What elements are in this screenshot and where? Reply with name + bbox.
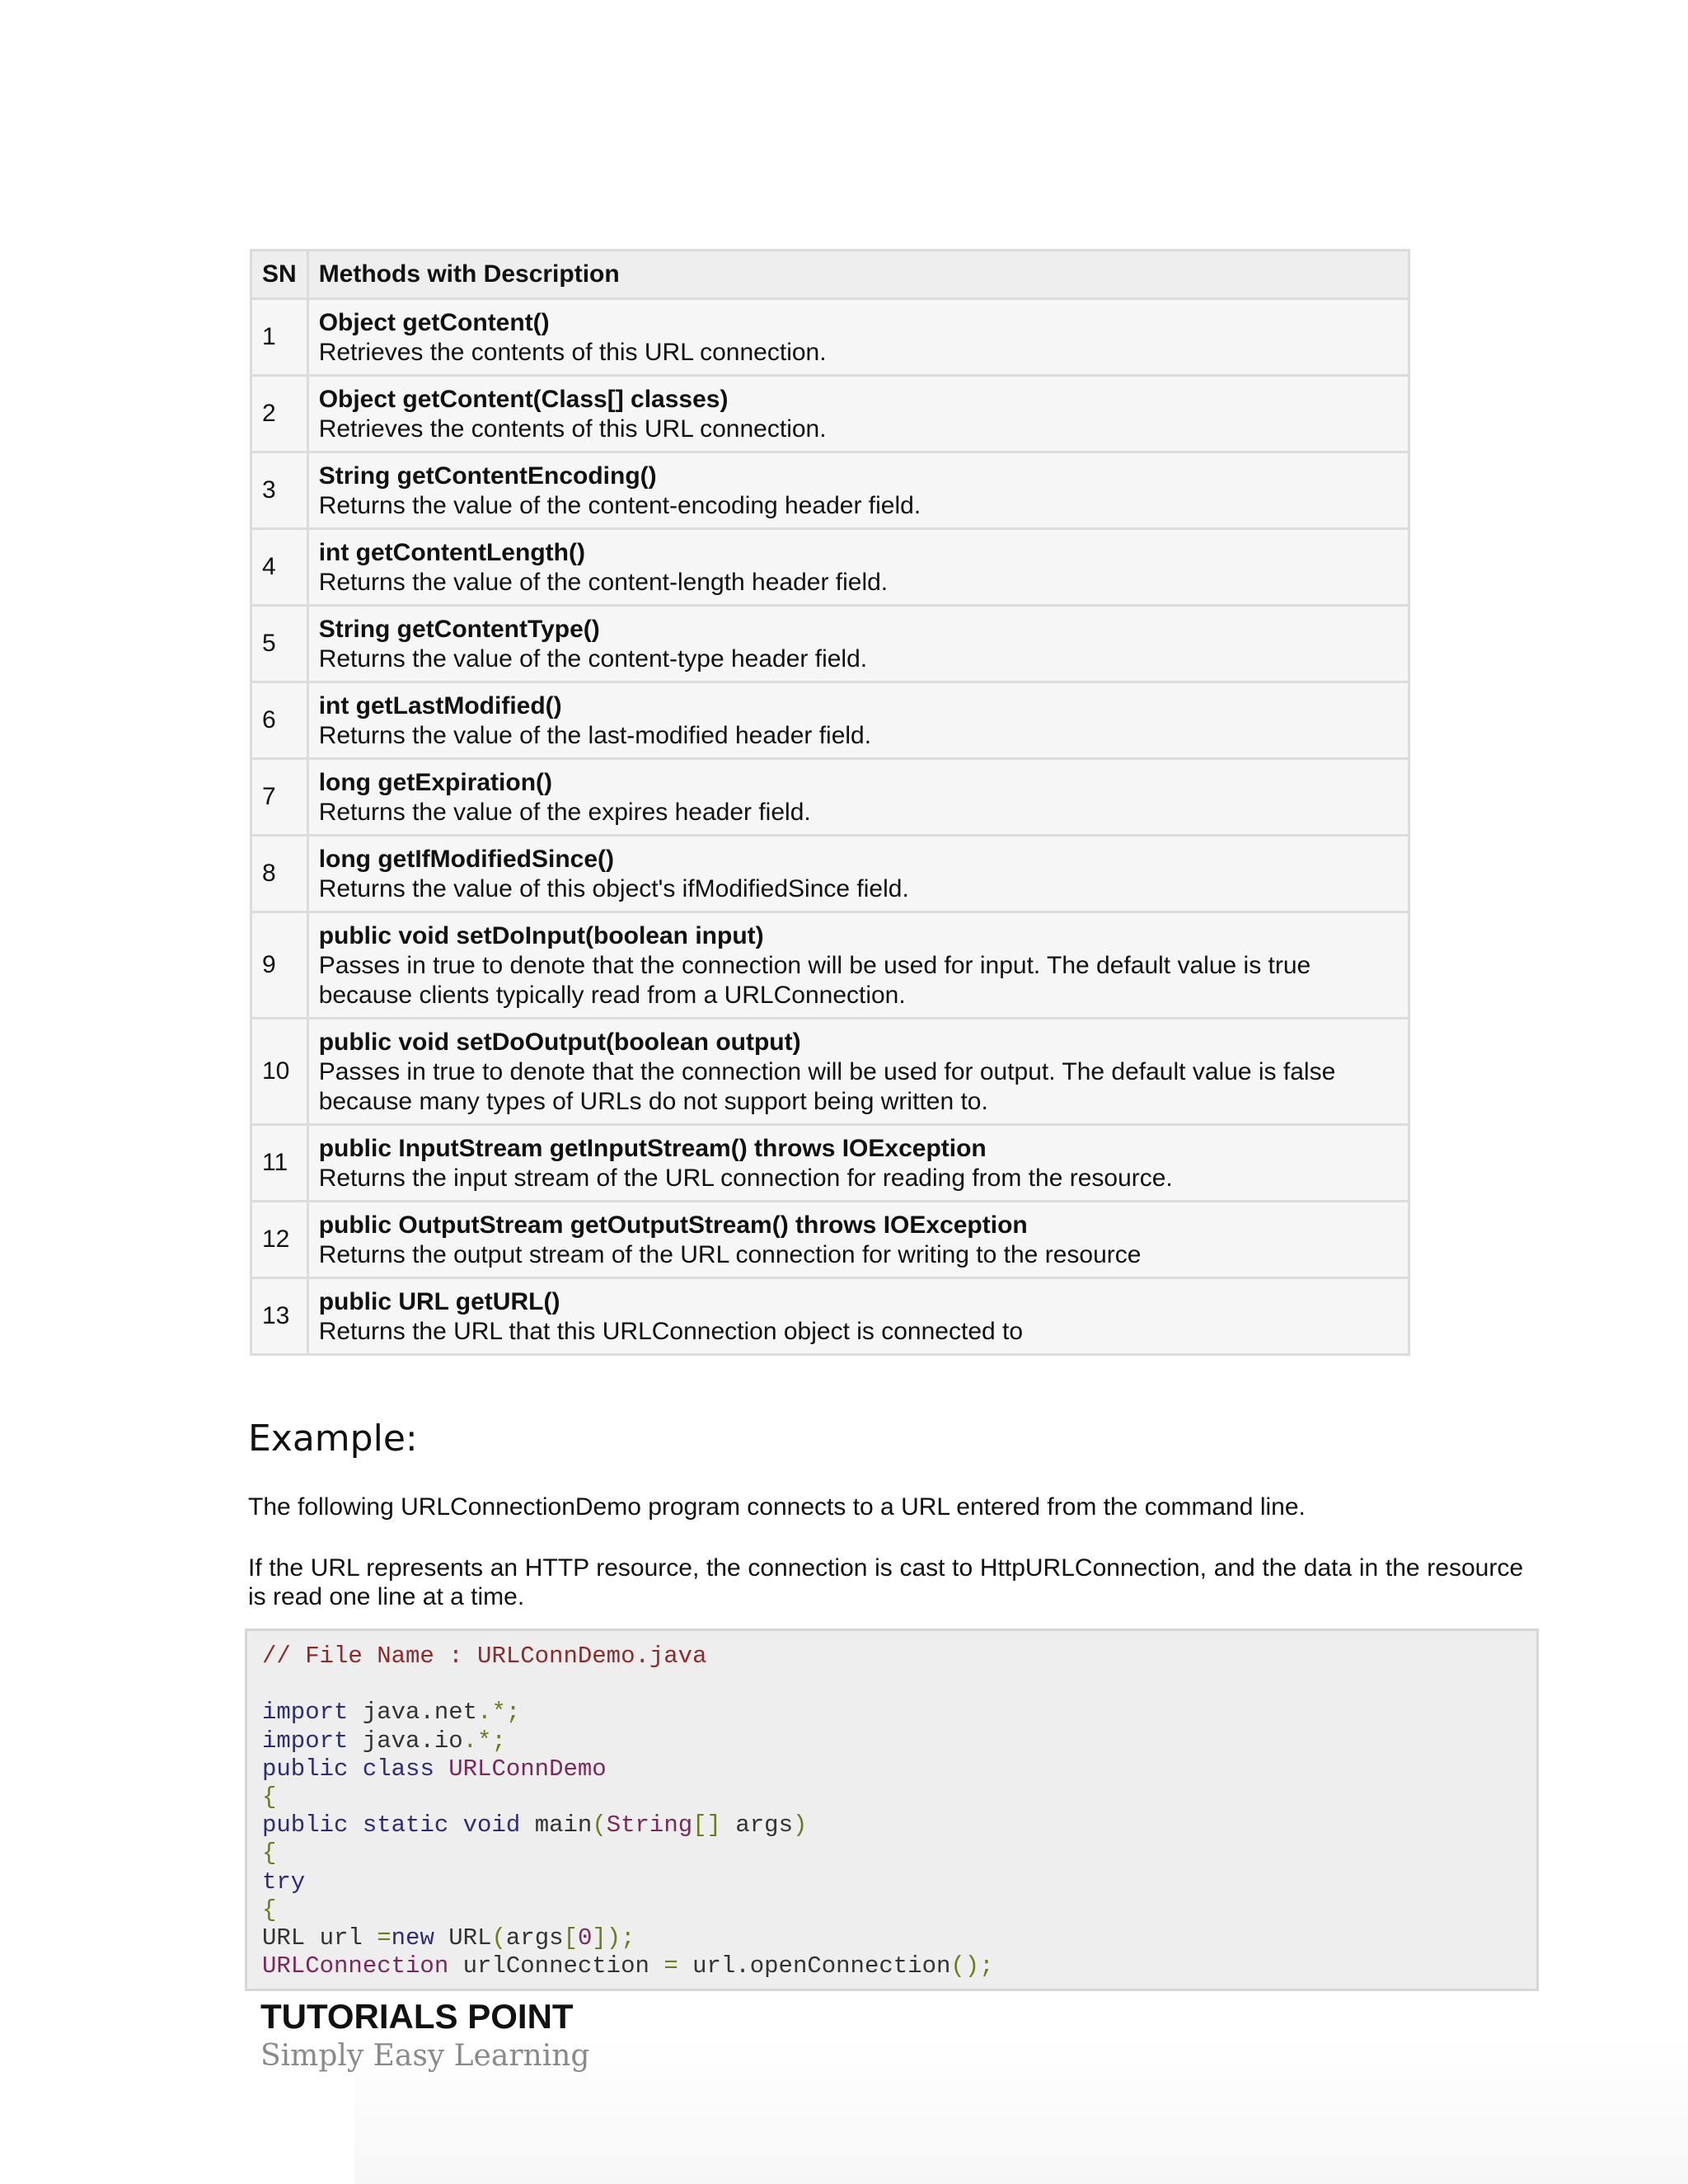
row-sn: 2 [251,376,308,452]
code-keyword: class [362,1755,434,1783]
code-line-brace [262,1840,1536,1868]
row-method [307,759,1409,836]
method-description: Returns the value of the content-length header field. [318,569,889,596]
code-keyword: try [262,1868,306,1896]
header-sn: SN [251,251,308,299]
row-method [307,606,1409,682]
code-line-import-io [262,1727,1536,1755]
code-identifier: url.openConnection [692,1952,951,1980]
code-punct: ( [491,1924,506,1952]
row-sn: 5 [251,606,308,682]
table-row [251,1125,1409,1202]
code-class-name: URLConnDemo [448,1755,607,1783]
method-signature: long getExpiration() [318,769,553,796]
code-keyword: static [362,1811,449,1840]
table-row [251,682,1409,759]
table-row [251,1019,1409,1125]
code-punct: .*; [477,1699,521,1727]
row-sn: 10 [251,1019,308,1125]
code-keyword: void [462,1811,521,1840]
code-line-blank [262,1671,1536,1699]
method-signature: public InputStream getInputStream() throws IOException [318,1135,987,1162]
code-keyword: public [262,1755,349,1783]
method-signature: String getContentEncoding() [318,462,657,490]
method-signature: int getLastModified() [318,692,562,719]
row-sn: 13 [251,1278,308,1355]
row-method [307,1019,1409,1125]
row-method [307,836,1409,912]
method-signature: public void setDoOutput(boolean output) [318,1029,801,1056]
code-punct: .*; [462,1727,506,1755]
header-methods-description: Methods with Description [307,251,1409,299]
table-row [251,912,1409,1019]
row-sn: 3 [251,452,308,529]
code-line-import-net [262,1699,1536,1727]
code-comment: // File Name : URLConnDemo.java [262,1643,707,1670]
code-punct: ]); [592,1924,635,1952]
row-sn: 4 [251,529,308,606]
code-identifier: urlConnection [462,1952,649,1980]
code-punct: { [262,1840,277,1868]
method-description: Returns the value of this object's ifModifiedSince field. [318,875,909,902]
code-line-comment [262,1643,1536,1671]
code-package: java.net [362,1699,478,1727]
code-line-try [262,1868,1536,1896]
method-signature: Object getContent(Class[] classes) [318,386,729,413]
code-line-urlconnection-decl [262,1952,1536,1980]
row-method [307,682,1409,759]
row-sn: 8 [251,836,308,912]
row-method [307,299,1409,376]
code-type: String [606,1811,693,1840]
example-heading: Example: [248,1418,418,1460]
table-row [251,529,1409,606]
code-block [245,1629,1539,1991]
code-keyword: import [262,1727,349,1755]
row-sn: 11 [251,1125,308,1202]
table-row [251,1278,1409,1355]
row-sn: 9 [251,912,308,1019]
example-paragraph-1: The following URLConnectionDemo program connects to a URL entered from the command line. [248,1493,1306,1521]
code-punct: [] [692,1811,721,1840]
table-header-row [251,251,1409,299]
code-number: 0 [577,1924,593,1952]
code-keyword: new [391,1924,434,1952]
row-sn: 6 [251,682,308,759]
method-description: Returns the value of the content-type header field. [318,645,868,673]
table-row [251,836,1409,912]
code-identifier: main [534,1811,593,1840]
method-description: Returns the URL that this URLConnection object is connected to [318,1318,1024,1345]
code-type: URL [262,1924,306,1952]
code-punct: ) [792,1811,808,1840]
method-description: Returns the value of the last-modified header field. [318,722,872,749]
table-row [251,376,1409,452]
method-signature: public OutputStream getOutputStream() throws IOException [318,1212,1028,1239]
method-signature: public void setDoInput(boolean input) [318,922,764,949]
code-punct: = [663,1952,678,1980]
method-description: Passes in true to denote that the connection will be used for input. The default value is true because clients typically read from a URLConnection. [318,952,1311,1009]
method-description: Returns the output stream of the URL connection for writing to the resource [318,1241,1142,1268]
code-type: URLConnection [262,1952,449,1980]
table-row [251,299,1409,376]
code-punct: { [262,1896,277,1924]
code-keyword: import [262,1699,349,1727]
code-punct: (); [950,1952,994,1980]
row-method [307,529,1409,606]
code-line-brace [262,1896,1536,1924]
code-line-url-decl [262,1924,1536,1952]
code-keyword: public [262,1811,349,1840]
table-row [251,606,1409,682]
row-method [307,1202,1409,1278]
footer-brand: TUTORIALS POINT [260,1997,574,2036]
row-sn: 7 [251,759,308,836]
table-row [251,452,1409,529]
table-row [251,1202,1409,1278]
method-signature: public URL getURL() [318,1288,560,1315]
method-description: Retrieves the contents of this URL connection. [318,415,827,443]
methods-table [250,249,1410,1356]
code-package: java.io [362,1727,463,1755]
method-description: Returns the input stream of the URL connection for reading from the resource. [318,1165,1173,1192]
code-line-class-decl [262,1755,1536,1783]
method-description: Returns the value of the content-encoding header field. [318,492,921,519]
row-method [307,452,1409,529]
example-paragraph-2: If the URL represents an HTTP resource, the connection is cast to HttpURLConnection, and the data in the resource is read one line at a time. [248,1554,1523,1610]
row-method [307,912,1409,1019]
code-punct: = [377,1924,392,1952]
code-line-brace [262,1783,1536,1811]
table-row [251,759,1409,836]
method-signature: int getContentLength() [318,539,585,566]
code-type: URL [448,1924,492,1952]
code-identifier: args [735,1811,793,1840]
code-punct: ( [592,1811,607,1840]
row-method [307,376,1409,452]
row-method [307,1125,1409,1202]
method-signature: String getContentType() [318,616,600,643]
method-description: Retrieves the contents of this URL connection. [318,339,827,366]
code-line-main-decl [262,1811,1536,1840]
row-method [307,1278,1409,1355]
method-signature: Object getContent() [318,309,550,336]
footer-tagline: Simply Easy Learning [260,2039,590,2073]
code-identifier: args [505,1924,564,1952]
code-identifier: url [319,1924,363,1952]
row-sn: 12 [251,1202,308,1278]
method-signature: long getIfModifiedSince() [318,846,614,873]
row-sn: 1 [251,299,308,376]
code-punct: { [262,1783,277,1811]
method-description: Passes in true to denote that the connection will be used for output. The default value is false because many types of URLs do not support being written to. [318,1058,1336,1115]
code-punct: [ [563,1924,578,1952]
method-description: Returns the value of the expires header field. [318,799,811,826]
